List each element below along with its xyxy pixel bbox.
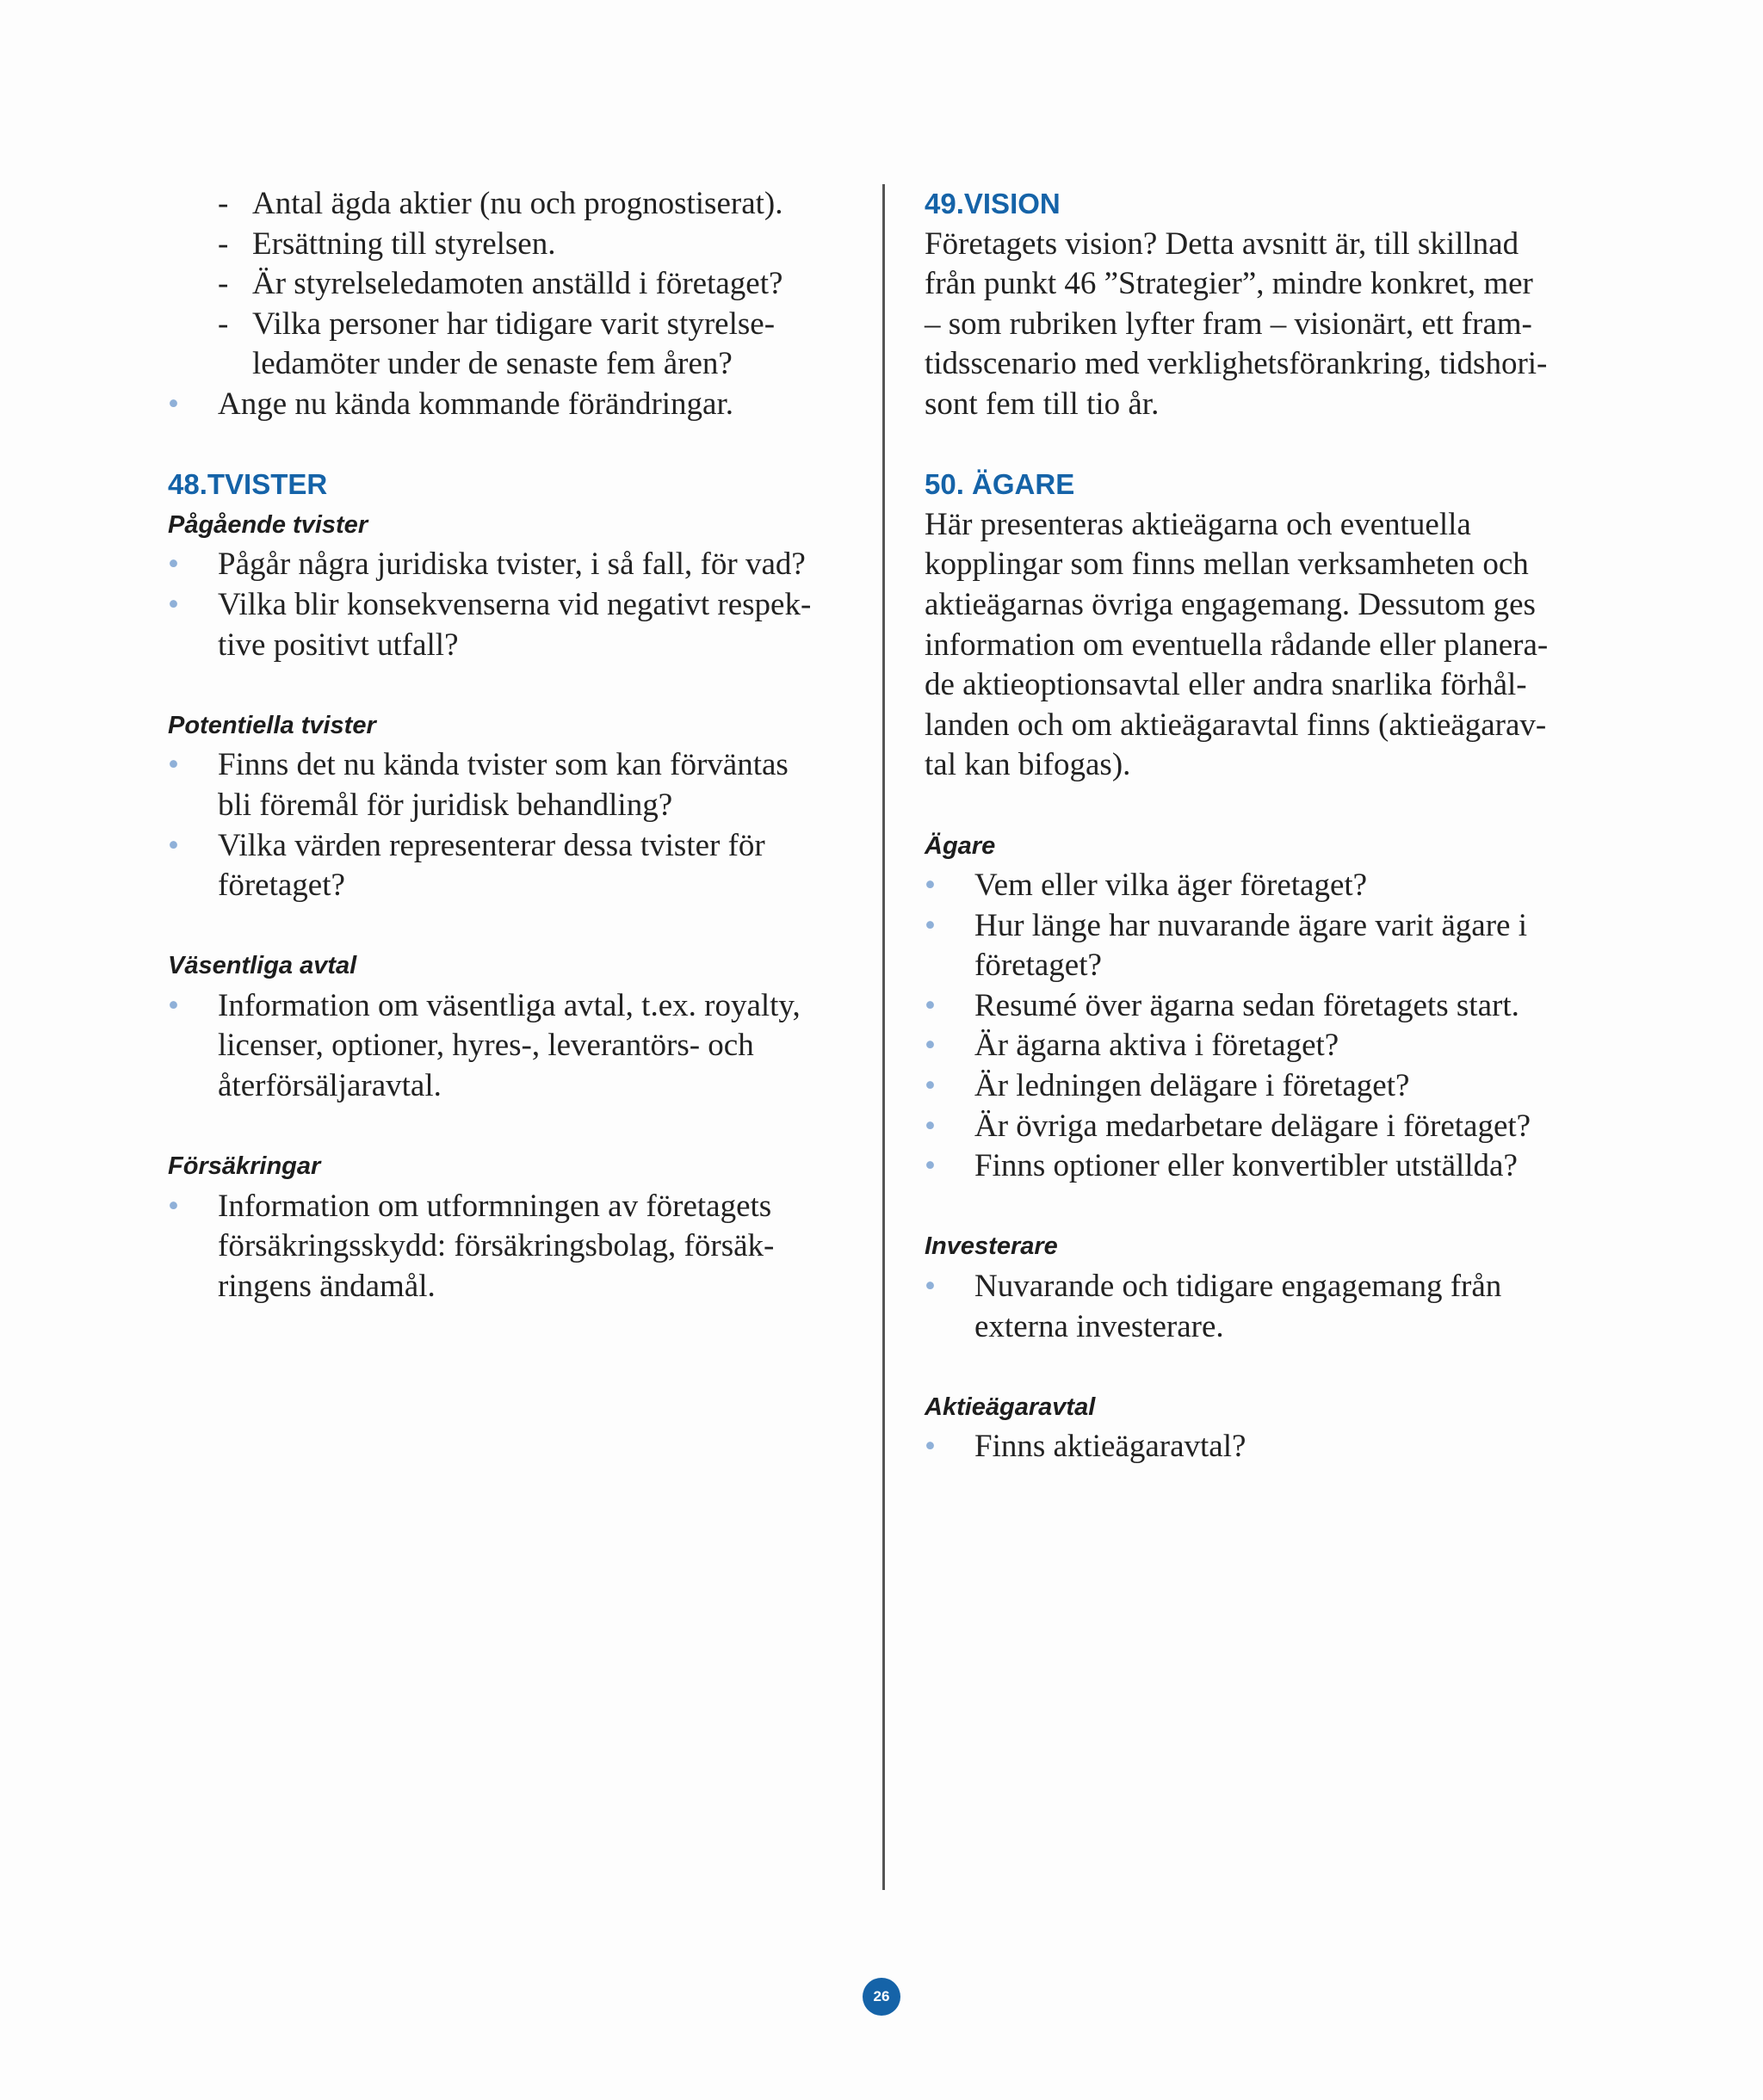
right-column: [925, 184, 1596, 1467]
bullet-icon: •: [168, 386, 179, 422]
section-heading-agare: 50. ÄGARE: [925, 468, 1075, 501]
list-item: • Vilka blir konsekvenserna vid negativt respek- tive positivt utfall?: [168, 586, 812, 663]
bullet-icon: •: [168, 586, 179, 622]
list-item: • Finns optioner eller konvertibler utställda?: [925, 1146, 1596, 1187]
bullet-icon: •: [925, 1269, 936, 1305]
list-item: - Ersättning till styrelsen.: [168, 225, 857, 265]
bullet-icon: •: [168, 747, 179, 783]
section-heading-tvister: 48.TVISTER: [168, 468, 328, 501]
subheading-potentiella-tvister: Potentiella tvister: [168, 711, 376, 739]
bullet-icon: •: [925, 1068, 936, 1104]
list-item: • Information om väsentliga avtal, t.ex. royalty, licenser, optioner, hyres-, leverantörs- och återförsäljaravtal.: [168, 987, 801, 1104]
bullet-icon: •: [168, 1188, 179, 1224]
bullet-icon: •: [168, 987, 179, 1023]
list-item: • Vilka värden representerar dessa tvister för företaget?: [168, 827, 765, 904]
list-item: - Vilka personer har tidigare varit styrelse- ledamöter under de senaste fem åren?: [218, 306, 776, 382]
bullet-icon: •: [168, 547, 179, 583]
page-number-badge: 26: [863, 1978, 900, 2016]
subheading-pagaende-tvister: Pågående tvister: [168, 510, 368, 539]
subheading-agare: Ägare: [925, 831, 996, 860]
subheading-vasentliga-avtal: Väsentliga avtal: [168, 952, 357, 980]
dash-marker: -: [218, 186, 229, 221]
bullet-icon: •: [925, 907, 936, 943]
bullet-icon: •: [168, 827, 179, 863]
dash-marker: -: [218, 266, 229, 302]
list-item: - Är styrelseledamoten anställd i företaget?: [168, 264, 857, 305]
list-item: • Resumé över ägarna sedan företagets start.: [925, 986, 1596, 1027]
subheading-aktieagaravtal: Aktieägaravtal: [925, 1393, 1096, 1421]
list-item: • Är övriga medarbetare delägare i företaget?: [925, 1107, 1596, 1147]
vision-paragraph: Företagets vision? Detta avsnitt är, till skillnad från punkt 46 ”Strategier”, mindre konkret, mer – som rubriken lyfter fram – visionärt, ett fram- tidsscenario med verklighetsförankring, tidshori- sont fem till tio år.: [925, 225, 1548, 422]
list-item: • Nuvarande och tidigare engagemang från externa investerare.: [925, 1269, 1502, 1344]
subheading-forsakringar: Försäkringar: [168, 1152, 321, 1181]
bullet-icon: •: [925, 1148, 936, 1184]
dash-marker: -: [218, 225, 229, 262]
list-item: • Hur länge har nuvarande ägare varit ägare i företaget?: [925, 907, 1528, 984]
subheading-investerare: Investerare: [925, 1232, 1058, 1261]
list-item: • Information om utformningen av företagets försäkringsskydd: försäkringsbolag, försäk- ringens ändamål.: [168, 1188, 775, 1305]
column-divider: [882, 184, 885, 1890]
board-sub-list: [168, 184, 857, 385]
list-item: • Är ledningen delägare i företaget?: [925, 1066, 1596, 1107]
list-item: • Pågår några juridiska tvister, i så fall, för vad?: [168, 545, 857, 585]
dash-marker: -: [218, 306, 229, 342]
list-item: • Ange nu kända kommande förändringar.: [168, 385, 857, 425]
owners-paragraph: Här presenteras aktieägarna och eventuella kopplingar som finns mellan verksamheten och aktieägarnas övriga engagemang. Dessutom ges information om eventuella rådande eller planera- de aktieoptionsavtal eller andra snarlika förhål- landen och om aktieägaravtal finns (aktieägarav- tal kan bifogas).: [925, 506, 1549, 783]
list-item: • Finns det nu kända tvister som kan förväntas bli föremål för juridisk behandling?: [168, 747, 789, 823]
list-item: • Vem eller vilka äger företaget?: [925, 866, 1596, 906]
bullet-icon: •: [925, 1028, 936, 1064]
bullet-icon: •: [925, 868, 936, 904]
list-item: - Antal ägda aktier (nu och prognostiserat).: [168, 184, 857, 225]
section-heading-vision: 49.VISION: [925, 188, 1061, 219]
list-item: • Finns aktieägaravtal?: [925, 1427, 1596, 1467]
left-column: [168, 184, 857, 1307]
bullet-icon: •: [925, 1108, 936, 1144]
bullet-icon: •: [925, 987, 936, 1023]
list-item: • Är ägarna aktiva i företaget?: [925, 1026, 1596, 1066]
bullet-icon: •: [925, 1429, 936, 1465]
